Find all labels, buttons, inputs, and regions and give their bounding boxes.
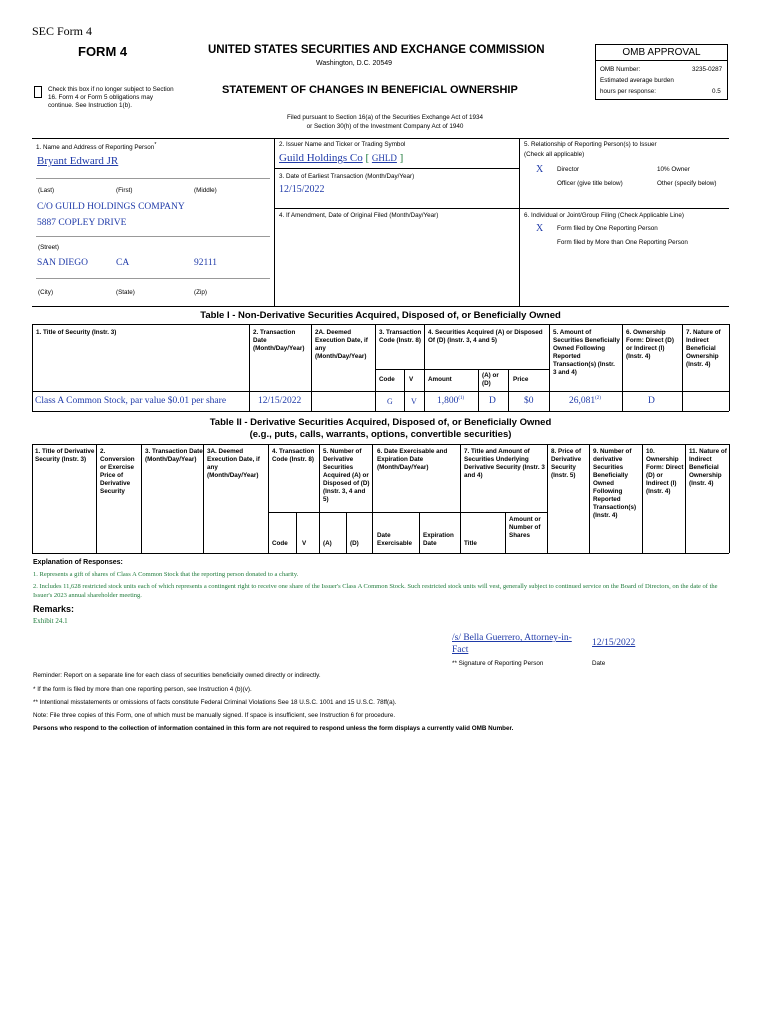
t1-sub-v: V — [409, 376, 414, 383]
footer-persons: Persons who respond to the collection of information contained in this form are not required to respond unless the form displays a currently valid OMB Number. — [33, 725, 514, 732]
omb-title: OMB APPROVAL — [595, 44, 728, 61]
relationship-sub: (Check all applicable) — [524, 151, 585, 158]
ticker-link[interactable]: GHLD — [371, 153, 397, 163]
footer-star1: * If the form is filed by more than one reporting person, see Instruction 4 (b)(v). — [33, 686, 252, 693]
t1-col-deemed: 2A. Deemed Execution Date, if any (Month/Day/Year) — [315, 329, 368, 360]
t2-col-title: 1. Title of Derivative Security (Instr. 3) — [35, 448, 95, 463]
issuer-name-ticker: Guild Holdings Co [ GHLD ] — [279, 152, 404, 164]
statement-title: STATEMENT OF CHANGES IN BENEFICIAL OWNERSHIP — [222, 84, 518, 96]
t2-sub-amount: Amount or Number of Shares — [509, 516, 541, 539]
t1-row-price: $0 — [524, 396, 534, 406]
t2-col-owned: 9. Number of derivative Securities Beneficially Owned Following Reported Transaction(s) (Instr. 4) — [593, 448, 637, 519]
t1-col-title: 1. Title of Security (Instr. 3) — [36, 329, 117, 336]
t1-sub-code: Code — [379, 376, 395, 383]
remarks-text: Exhibit 24.1 — [33, 617, 68, 625]
t2-sub-exercisable: Date Exercisable — [377, 532, 413, 547]
footer-star2: ** Intentional misstatements or omissions of facts constitute Federal Criminal Violations See 18 U.S.C. 1001 and 15 U.S.C. 78ff(a). — [33, 699, 397, 706]
t2-col-form: 10. Ownership Form: Direct (D) or Indirect (I) (Instr. 4) — [646, 448, 684, 495]
officer-option: Officer (give title below) — [557, 180, 623, 187]
t1-sub-amount: Amount — [428, 376, 452, 383]
t1-col-date: 2. Transaction Date (Month/Day/Year) — [253, 329, 305, 352]
signature-name: /s/ Bella Guerrero, Attorney-in-Fact — [452, 633, 572, 655]
t2-sub-a: (A) — [323, 540, 332, 547]
address-line-2: 5887 COPLEY DRIVE — [37, 218, 127, 228]
zip-value: 92111 — [194, 258, 218, 268]
t2-col-date: 3. Transaction Date (Month/Day/Year) — [145, 448, 203, 463]
filed-line-2: or Section 30(h) of the Investment Company Act of 1940 — [306, 123, 464, 130]
omb-number-label: OMB Number: — [600, 66, 641, 73]
street-label: (Street) — [38, 244, 59, 251]
first-label: (First) — [116, 187, 133, 194]
form-title: FORM 4 — [78, 44, 128, 59]
t1-row-ad: D — [489, 396, 496, 406]
ten-pct-owner-option: 10% Owner — [657, 166, 690, 173]
issuer-name-link[interactable]: Guild Holdings Co — [279, 152, 363, 164]
filing-label: 6. Individual or Joint/Group Filing (Check Applicable Line) — [524, 212, 684, 219]
t1-sub-ad: (A) or (D) — [482, 372, 499, 387]
middle-label: (Middle) — [194, 187, 217, 194]
t2-col-price: 8. Price of Derivative Security (Instr. 5) — [551, 448, 582, 479]
one-person-checkmark[interactable]: X — [536, 223, 544, 234]
more-persons-option: Form filed by More than One Reporting Person — [557, 239, 688, 246]
earliest-date-value: 12/15/2022 — [279, 184, 325, 195]
t1-row-date: 12/15/2022 — [258, 396, 302, 406]
t2-col-number: 5. Number of Derivative Securities Acquired (A) or Disposed of (D) (Instr. 3, 4 and 5) — [323, 448, 370, 503]
agency-city: Washington, D.C. 20549 — [316, 60, 393, 67]
footer-note: Note: File three copies of this Form, one of which must be manually signed. If space is insufficient, see Instruction 6 for procedure. — [33, 712, 396, 719]
city-label: (City) — [38, 289, 54, 296]
reporting-person-label: 1. Name and Address of Reporting Person* — [36, 142, 157, 152]
zip-label: (Zip) — [194, 289, 207, 296]
city-value: SAN DIEGO — [37, 258, 88, 268]
t2-col-deemed: 3A. Deemed Execution Date, if any (Month/Day/Year) — [207, 448, 260, 479]
reminder-text: Reminder: Report on a separate line for each class of securities beneficially owned directly or indirectly. — [33, 672, 321, 679]
signature-date-label: Date — [592, 660, 606, 667]
t1-row-v: V — [411, 397, 417, 406]
omb-hours-value: 0.5 — [712, 88, 721, 95]
corner-title: SEC Form 4 — [32, 24, 93, 38]
remarks-label: Remarks: — [33, 604, 75, 614]
director-option: Director — [557, 166, 580, 173]
table1-title: Table I - Non-Derivative Securities Acquired, Disposed of, or Beneficially Owned — [200, 310, 561, 321]
omb-hours-label: hours per response: — [600, 88, 657, 95]
t2-sub-title: Title — [464, 540, 477, 547]
table2-subtitle: (e.g., puts, calls, warrants, options, convertible securities) — [249, 429, 512, 440]
t2-col-conversion: 2. Conversion or Exercise Price of Derivative Security — [100, 448, 135, 495]
t2-sub-code: Code — [272, 540, 288, 547]
t1-col-code: 3. Transaction Code (Instr. 8) — [379, 329, 422, 344]
t2-col-code: 4. Transaction Code (Instr. 8) — [272, 448, 315, 463]
t2-sub-v: V — [302, 540, 307, 547]
other-option: Other (specify below) — [657, 180, 717, 187]
t1-row-title: Class A Common Stock, par value $0.01 per share — [35, 396, 227, 406]
amendment-label: 4. If Amendment, Date of Original Filed (Month/Day/Year) — [279, 212, 439, 219]
t2-sub-expiration: Expiration Date — [423, 532, 454, 547]
omb-number-value: 3235-0287 — [692, 66, 723, 73]
t1-sub-price: Price — [513, 376, 529, 383]
signature-label: ** Signature of Reporting Person — [452, 660, 544, 667]
agency-title: UNITED STATES SECURITIES AND EXCHANGE COMMISSION — [208, 44, 545, 56]
explanation-label: Explanation of Responses: — [33, 559, 123, 566]
earliest-date-label: 3. Date of Earliest Transaction (Month/Day/Year) — [279, 173, 415, 180]
t2-col-exercisable: 6. Date Exercisable and Expiration Date (Month/Day/Year) — [377, 448, 448, 471]
last-label: (Last) — [38, 187, 55, 194]
director-checkmark[interactable]: X — [536, 164, 544, 175]
t1-row-owned: 26,081$^{(2)}$ — [569, 396, 601, 407]
signature-date: 12/15/2022 — [592, 638, 636, 648]
state-label: (State) — [116, 289, 135, 296]
t1-row-form: D — [648, 396, 655, 406]
t1-row-amount: 1,800$^{(1)}$ — [437, 396, 465, 407]
t1-col-acquired: 4. Securities Acquired (A) or Disposed Of (D) (Instr. 3, 4 and 5) — [428, 329, 543, 344]
t1-col-owned: 5. Amount of Securities Beneficially Owned Following Reported Transaction(s) (Instr. 3 and 4) — [553, 329, 620, 376]
issuer-label: 2. Issuer Name and Ticker or Trading Symbol — [279, 141, 406, 148]
t2-col-underlying: 7. Title and Amount of Securities Underlying Derivative Security (Instr. 3 and 4) — [464, 448, 545, 479]
state-value: CA — [116, 258, 130, 268]
t2-sub-d: (D) — [350, 540, 359, 547]
relationship-label: 5. Relationship of Reporting Person(s) to Issuer — [524, 141, 657, 148]
one-person-option: Form filed by One Reporting Person — [557, 225, 658, 232]
t1-row-code: G — [387, 397, 393, 406]
section16-checkbox[interactable] — [34, 86, 42, 98]
t2-col-nature: 11. Nature of Indirect Beneficial Ownership (Instr. 4) — [689, 448, 727, 487]
section16-text: Check this box if no longer subject to Section 16. Form 4 or Form 5 obligations may continue. See Instruction 1(b). — [48, 86, 174, 109]
reporting-person-name[interactable]: Bryant Edward JR — [37, 155, 119, 167]
address-line-1: C/O GUILD HOLDINGS COMPANY — [37, 202, 185, 212]
footnote-1: 1. Represents a gift of shares of Class A Common Stock that the reporting person donated to a charity. — [33, 571, 299, 578]
table2-title: Table II - Derivative Securities Acquired, Disposed of, or Beneficially Owned — [209, 417, 552, 428]
omb-burden-label: Estimated average burden — [600, 77, 674, 84]
footnote-2: 2. Includes 11,628 restricted stock units each of which represents a contingent right to receive one share of the Issuer's Class A Common Stock. Such restricted stock units will vest, generally subject to continued service on the Board of Directors, on the date of the Issuer's 2023 annual shareholder meeting. — [33, 583, 718, 599]
t1-col-nature: 7. Nature of Indirect Beneficial Ownership (Instr. 4) — [686, 329, 721, 368]
filed-line-1: Filed pursuant to Section 16(a) of the Securities Exchange Act of 1934 — [286, 114, 484, 121]
t1-col-form: 6. Ownership Form: Direct (D) or Indirect (I) (Instr. 4) — [626, 329, 674, 360]
